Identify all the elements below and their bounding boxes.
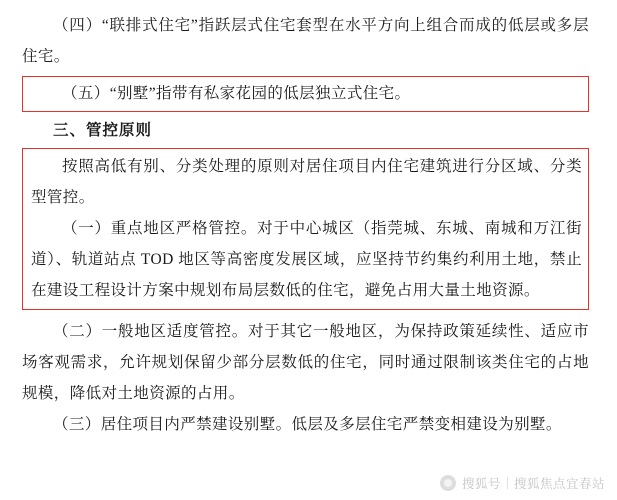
section-heading-3: 三、管控原则 [53,122,153,139]
paragraph-section3-item-2: （二）一般地区适度管控。对于其它一般地区，为保持政策延续性、适应市场客观需求，允许规划保留少部分层数低的住宅，同时通过限制该类住宅的占地规模，降低对土地资源的占用。 [22,323,589,402]
paragraph-section3-intro: 按照高低有别、分类处理的原则对居住项目内住宅建筑进行分区域、分类型管控。 [31,158,582,206]
sohu-logo-icon [440,475,456,491]
watermark [440,474,605,492]
paragraph-section3-item-1: （一）重点地区严格管控。对于中心城区（指莞城、东城、南城和万江街道）、轨道站点 TOD 地区等高密度发展区域，应坚持节约集约利用土地，禁止在建设工程设计方案中规划布局层数低的住宅，避免占用大量土地资源。 [31,220,582,299]
paragraph-section3-item-3: （三）居住项目内严禁建设别墅。低层及多层住宅严禁变相建设为别墅。 [53,416,562,433]
paragraph-item-5: （五）“别墅”指带有私家花园的低层独立式住宅。 [62,85,411,102]
watermark-label: 搜狐号｜搜狐焦点宜春站 [461,477,605,491]
highlight-box-section-3 [22,148,589,310]
highlight-box-item-5 [22,76,589,112]
paragraph-item-4: （四）“联排式住宅”指跃层式住宅套型在水平方向上组合而成的低层或多层住宅。 [22,17,589,65]
